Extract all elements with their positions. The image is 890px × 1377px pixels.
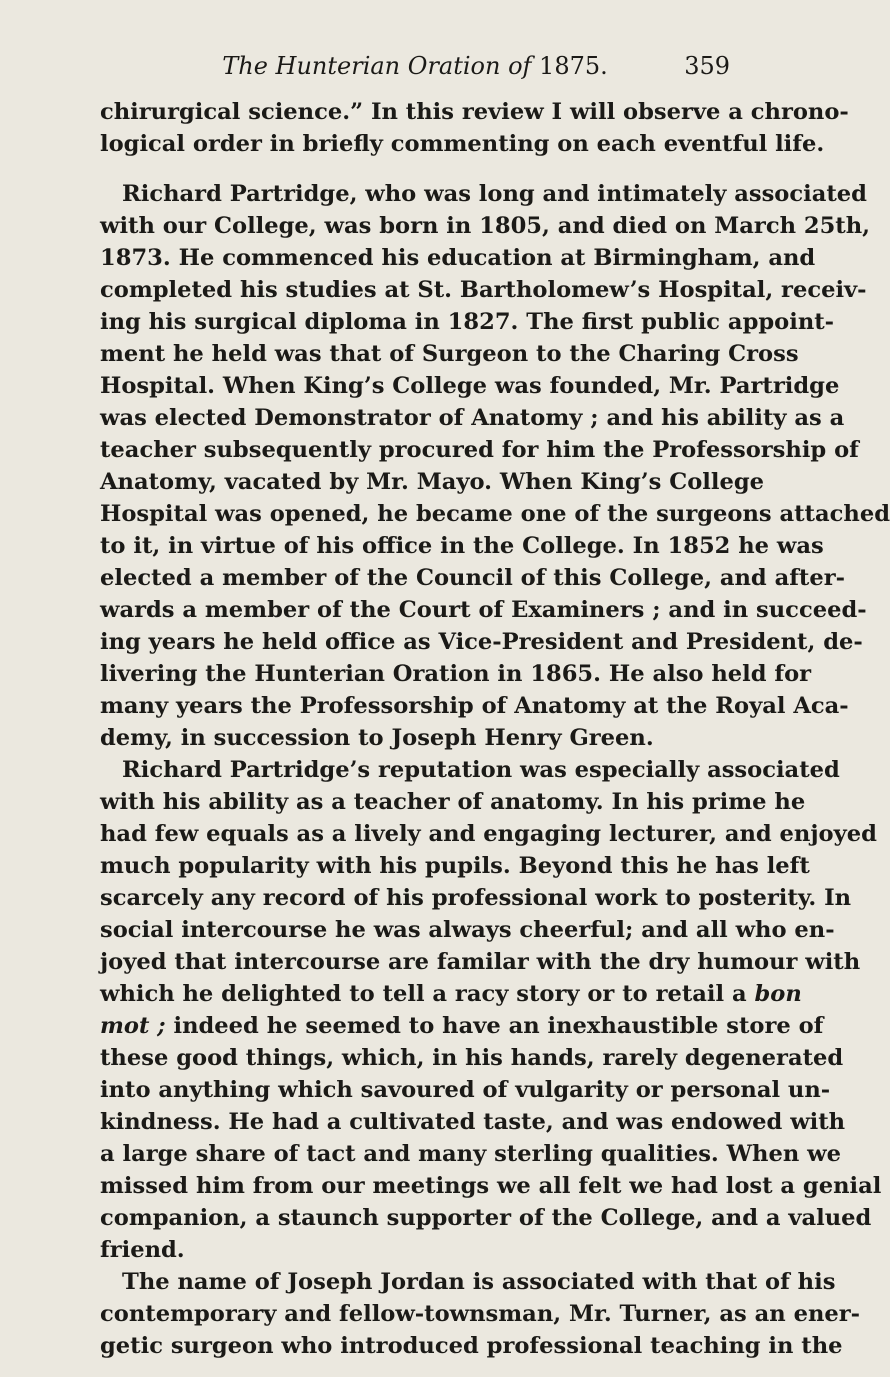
- line-text: had few equals as a lively and engaging lecturer, and enjoyed: [100, 821, 877, 847]
- line-text: Hospital was opened, he became one of the surgeons attached: [100, 501, 890, 527]
- text-line: [100, 1234, 730, 1266]
- text-line: [100, 210, 871, 242]
- line-text: into anything which savoured of vulgarity or personal un-: [100, 1077, 831, 1103]
- body-text: [100, 96, 890, 1362]
- text-line: [100, 562, 846, 594]
- line-text: scarcely any record of his professional work to posterity. In: [100, 885, 852, 911]
- page-number: 359: [684, 52, 730, 80]
- text-line: [100, 594, 867, 626]
- text-line: [100, 1170, 882, 1202]
- line-text: Anatomy, vacated by Mr. Mayo. When King’s College: [100, 469, 765, 495]
- text-line: [100, 1202, 872, 1234]
- line-text: 1873. He commenced his education at Birmingham, and: [100, 245, 816, 271]
- line-text: teacher subsequently procured for him the Professorship of: [100, 437, 859, 463]
- text-line: [100, 530, 824, 562]
- text-line: [100, 658, 812, 690]
- text-line: [100, 1010, 824, 1042]
- text-line: [100, 1266, 836, 1298]
- text-line: [100, 690, 849, 722]
- line-text: these good things, which, in his hands, rarely degenerated: [100, 1045, 844, 1071]
- line-text: wards a member of the Court of Examiners ; and in succeed-: [100, 597, 867, 623]
- text-line: [100, 274, 867, 306]
- line-text: contemporary and fellow-townsman, Mr. Turner, as an ener-: [100, 1301, 861, 1327]
- line-text: ment he held was that of Surgeon to the Charing Cross: [100, 341, 799, 367]
- text-line: [100, 946, 861, 978]
- line-text: completed his studies at St. Bartholomew’s Hospital, receiv-: [100, 277, 867, 303]
- line-text: indeed he seemed to have an inexhaustible store of: [165, 1013, 824, 1039]
- line-text: getic surgeon who introduced professional teaching in the: [100, 1333, 843, 1359]
- line-text: missed him from our meetings we all felt we had lost a genial: [100, 1173, 882, 1199]
- italic-phrase: mot ;: [100, 1013, 166, 1039]
- line-text: ing his surgical diploma in 1827. The first public appoint-: [100, 309, 835, 335]
- text-line: [100, 978, 802, 1010]
- line-text: much popularity with his pupils. Beyond this he has left: [100, 853, 810, 879]
- text-line: [100, 178, 867, 210]
- text-line: [100, 128, 825, 160]
- running-title: [100, 50, 730, 82]
- line-text: ing years he held office as Vice-President and President, de-: [100, 629, 863, 655]
- text-line: [100, 818, 877, 850]
- text-line: [100, 722, 730, 754]
- line-text: elected a member of the Council of this College, and after-: [100, 565, 846, 591]
- text-line: [100, 626, 863, 658]
- line-text: many years the Professorship of Anatomy at the Royal Aca-: [100, 693, 849, 719]
- text-line: [100, 1138, 841, 1170]
- text-line: [100, 96, 849, 128]
- text-line: [100, 1074, 831, 1106]
- line-text: The name of Joseph Jordan is associated with that of his: [122, 1269, 836, 1295]
- text-line: [100, 306, 835, 338]
- text-line: [100, 1106, 846, 1138]
- line-text: with our College, was born in 1805, and died on March 25th,: [100, 213, 871, 239]
- text-line: [100, 370, 840, 402]
- running-title-main: The Hunterian Oration: [222, 52, 509, 80]
- line-text: livering the Hunterian Oration in 1865. He also held for: [100, 661, 812, 687]
- running-title-year: 1875.: [531, 52, 608, 80]
- running-title-of: of: [508, 52, 532, 80]
- line-text: with his ability as a teacher of anatomy. In his prime he: [100, 789, 806, 815]
- text-line: [100, 498, 890, 530]
- text-line: [100, 338, 799, 370]
- line-text: joyed that intercourse are familar with the dry humour with: [100, 949, 861, 975]
- text-line: [100, 402, 845, 434]
- text-line: [100, 1330, 843, 1362]
- line-text: which he delighted to tell a racy story or to retail a: [100, 981, 755, 1007]
- text-line: [100, 786, 806, 818]
- line-text: Richard Partridge’s reputation was especially associated: [122, 757, 840, 783]
- line-text: Hospital. When King’s College was founded, Mr. Partridge: [100, 373, 840, 399]
- line-text: kindness. He had a cultivated taste, and was endowed with: [100, 1109, 846, 1135]
- line-text: to it, in virtue of his office in the College. In 1852 he was: [100, 533, 824, 559]
- line-text: logical order in briefly commenting on each eventful life.: [100, 131, 825, 157]
- line-text: was elected Demonstrator of Anatomy ; and his ability as a: [100, 405, 845, 431]
- text-line: [100, 754, 840, 786]
- line-text: friend.: [100, 1237, 185, 1263]
- text-line: [100, 882, 852, 914]
- line-text: demy, in succession to Joseph Henry Green.: [100, 725, 654, 751]
- text-line: [100, 434, 859, 466]
- line-text: social intercourse he was always cheerful; and all who en-: [100, 917, 835, 943]
- paragraph-gap: [100, 160, 730, 178]
- line-text: companion, a staunch supporter of the College, and a valued: [100, 1205, 872, 1231]
- line-text: chirurgical science.” In this review I will observe a chrono-: [100, 99, 849, 125]
- text-line: [100, 1298, 861, 1330]
- text-line: [100, 242, 816, 274]
- text-line: [100, 1042, 844, 1074]
- italic-phrase: bon: [754, 981, 802, 1007]
- text-line: [100, 850, 810, 882]
- running-head: [100, 50, 730, 92]
- line-text: a large share of tact and many sterling qualities. When we: [100, 1141, 841, 1167]
- text-line: [100, 466, 765, 498]
- line-text: Richard Partridge, who was long and intimately associated: [122, 181, 867, 207]
- text-line: [100, 914, 835, 946]
